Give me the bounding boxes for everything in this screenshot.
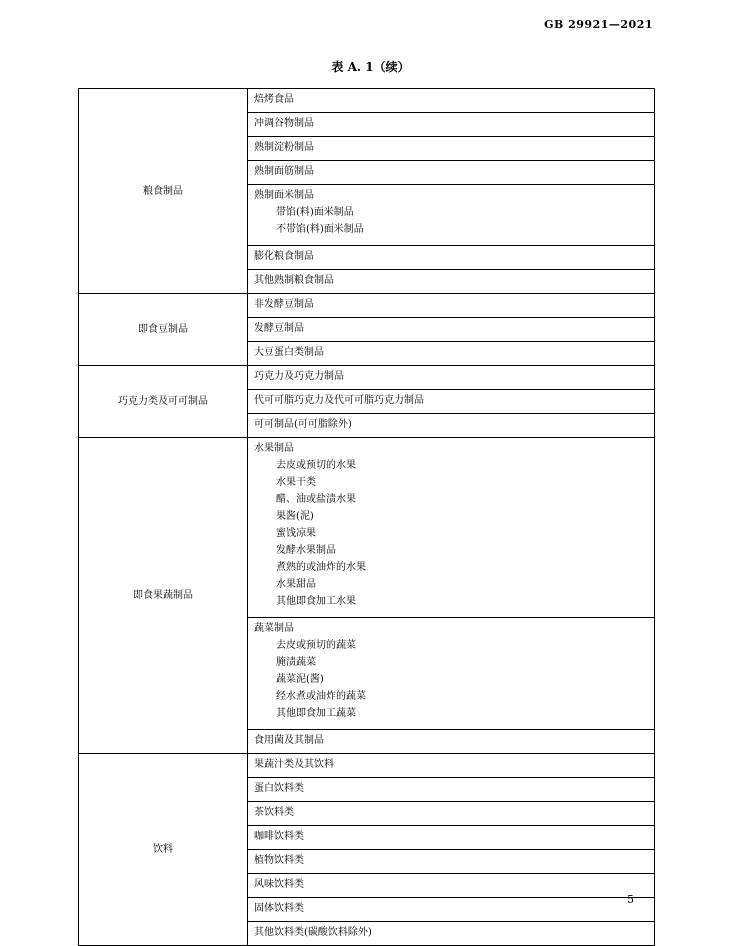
category-item-label: 咖啡饮料类 [254, 831, 304, 842]
category-item-label: 茶饮料类 [254, 807, 294, 818]
category-group-name: 粮食制品 [143, 185, 183, 197]
category-group-name: 饮料 [153, 844, 173, 855]
table-row [79, 294, 655, 318]
category-subitem-label: 不带馅(料)面米制品 [276, 224, 364, 235]
category-item-label: 植物饮料类 [254, 855, 304, 866]
category-item-label: 食用菌及其制品 [254, 735, 324, 746]
category-item-label: 其他饮料类(碳酸饮料除外) [254, 927, 372, 938]
category-item-label: 代可可脂巧克力及代可可脂巧克力制品 [254, 395, 424, 406]
food-category-table [78, 88, 655, 946]
category-item-label: 蔬菜制品 [254, 623, 294, 634]
category-subitem-label: 去皮或预切的蔬菜 [276, 640, 356, 651]
category-item-cell [248, 618, 655, 730]
category-item-label: 风味饮料类 [254, 879, 304, 890]
table-row [79, 89, 655, 113]
category-subitem-label: 果酱(泥) [276, 511, 314, 522]
category-group-cell [79, 366, 248, 438]
category-subitem-label: 蔬菜泥(酱) [276, 674, 324, 685]
category-item-cell [248, 802, 655, 826]
category-group-name: 即食豆制品 [138, 324, 188, 335]
category-subitem-label: 水果干类 [276, 477, 316, 488]
category-item-label: 可可制品(可可脂除外) [254, 419, 352, 430]
category-item-cell [248, 438, 655, 618]
category-item-cell [248, 342, 655, 366]
table-row [79, 366, 655, 390]
category-item-label: 水果制品 [254, 443, 294, 454]
category-subitem-label: 腌渍蔬菜 [276, 657, 316, 668]
category-item-label: 果蔬汁类及其饮料 [254, 759, 334, 770]
category-item-label: 巧克力及巧克力制品 [254, 371, 344, 382]
category-item-cell [248, 414, 655, 438]
category-subitem-label: 其他即食加工水果 [276, 596, 356, 607]
table-caption: 表 A. 1（续） [331, 60, 410, 74]
category-group-cell [79, 438, 248, 754]
category-subitem-label: 去皮或预切的水果 [276, 460, 356, 471]
category-subitem-label: 煮熟的或油炸的水果 [276, 562, 366, 573]
category-item-cell [248, 366, 655, 390]
category-item-label: 大豆蛋白类制品 [254, 347, 324, 358]
category-item-cell [248, 730, 655, 754]
category-group-cell [79, 89, 248, 294]
category-item-label: 焙烤食品 [254, 94, 294, 105]
category-item-cell [248, 778, 655, 802]
category-item-cell [248, 246, 655, 270]
category-item-cell [248, 161, 655, 185]
standard-number: GB 29921—2021 [544, 18, 653, 31]
category-item-cell [248, 754, 655, 778]
category-subitem-label: 水果甜品 [276, 579, 316, 590]
category-subitem-label: 蜜饯凉果 [276, 528, 316, 539]
category-group-cell [79, 294, 248, 366]
category-item-cell [248, 113, 655, 137]
category-item-cell [248, 850, 655, 874]
category-item-label: 膨化粮食制品 [254, 251, 314, 262]
category-group-name: 巧克力类及可可制品 [118, 396, 208, 407]
category-item-label: 蛋白饮料类 [254, 783, 304, 794]
category-item-label: 发酵豆制品 [254, 323, 304, 334]
category-item-label: 其他熟制粮食制品 [254, 275, 334, 286]
table-row [79, 438, 655, 618]
category-item-cell [248, 922, 655, 946]
category-subitem-label: 其他即食加工蔬菜 [276, 708, 356, 719]
category-subitem-label: 发酵水果制品 [276, 545, 336, 556]
category-group-name: 即食果蔬制品 [133, 590, 193, 601]
category-item-cell [248, 874, 655, 898]
category-item-label: 非发酵豆制品 [254, 299, 314, 310]
category-item-cell [248, 185, 655, 246]
table-row [79, 754, 655, 778]
category-item-label: 固体饮料类 [254, 903, 304, 914]
page-number: 5 [627, 893, 634, 906]
category-item-cell [248, 318, 655, 342]
category-subitem-label: 醋、油或盐渍水果 [276, 494, 356, 505]
category-item-cell [248, 390, 655, 414]
category-item-label: 熟制面米制品 [254, 190, 314, 201]
category-item-label: 熟制淀粉制品 [254, 142, 314, 153]
category-item-cell [248, 826, 655, 850]
category-item-label: 熟制面筋制品 [254, 166, 314, 177]
category-group-cell [79, 754, 248, 946]
category-subitem-label: 带馅(料)面米制品 [276, 207, 354, 218]
category-item-cell [248, 294, 655, 318]
category-item-cell [248, 137, 655, 161]
category-item-cell [248, 89, 655, 113]
category-item-label: 冲调谷物制品 [254, 118, 314, 129]
category-item-cell [248, 270, 655, 294]
category-subitem-label: 经水煮或油炸的蔬菜 [276, 691, 366, 702]
